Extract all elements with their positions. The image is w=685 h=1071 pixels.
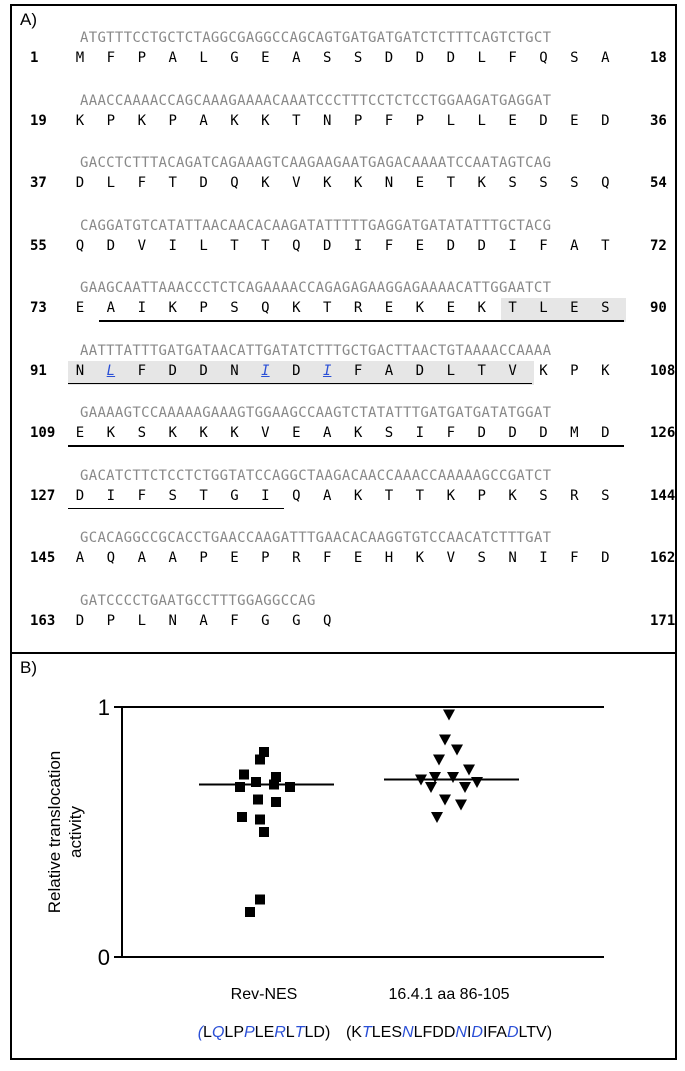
amino-acid: I <box>261 487 270 504</box>
data-point-triangle <box>431 812 443 823</box>
data-point-square <box>255 895 265 905</box>
data-point-triangle <box>439 735 451 746</box>
data-point-triangle <box>471 777 483 788</box>
amino-acid: F <box>137 487 147 504</box>
amino-acid: V <box>137 237 147 254</box>
amino-acid: I <box>168 237 177 254</box>
amino-acid: G <box>261 612 270 629</box>
row-end-number: 171 <box>650 612 676 629</box>
row-end-number: 54 <box>650 175 667 191</box>
amino-acid: E <box>384 300 394 316</box>
amino-acid: K <box>230 425 239 441</box>
translocation-scatter-plot <box>12 654 675 1058</box>
dna-sequence-line: GATCCCCTGAATGCCTTTGGAGGCCAG <box>80 592 316 609</box>
amino-acid: F <box>322 550 332 566</box>
amino-acid: D <box>168 362 177 379</box>
amino-acid: K <box>353 175 363 191</box>
amino-acid: S <box>539 175 548 191</box>
amino-acid: L <box>106 175 116 191</box>
x-category-label: 16.4.1 aa 86-105 <box>388 986 510 1003</box>
row-end-number: 162 <box>650 550 676 566</box>
row-end-number: 36 <box>650 112 667 129</box>
amino-acid: P <box>137 50 147 66</box>
amino-acid: A <box>384 362 394 379</box>
amino-acid: N <box>168 612 177 629</box>
amino-acid: D <box>539 112 548 129</box>
amino-acid: D <box>322 237 332 254</box>
row-end-number: 18 <box>650 50 667 66</box>
panel-a-sequence <box>10 4 677 654</box>
dna-sequence-line: GAAGCAATTAAACCCTCTCAGAAAACCAGAGAGAAGGAGAAAACATTGGAATCT <box>80 280 552 296</box>
amino-acid: F <box>539 237 548 254</box>
amino-acid: T <box>199 487 208 504</box>
amino-acid: T <box>508 300 517 316</box>
amino-acid: R <box>292 550 301 566</box>
data-point-triangle <box>425 782 437 793</box>
amino-acid: D <box>199 175 208 191</box>
row-start-number: 1 <box>30 50 39 66</box>
amino-acid: V <box>508 362 517 379</box>
amino-acid: D <box>415 362 425 379</box>
dna-sequence-line: GACATCTTCTCCTCTGGTATCCAGGCTAAGACAACCAAACCAAAAAGCCGATCT <box>80 467 552 484</box>
amino-acid: G <box>230 50 239 66</box>
amino-acid: S <box>601 487 610 504</box>
amino-acid: L <box>446 112 456 129</box>
y-tick-label-1: 1 <box>97 695 110 720</box>
data-point-triangle <box>451 745 463 756</box>
amino-acid: I <box>322 362 332 379</box>
amino-acid: L <box>539 300 548 316</box>
amino-acid: D <box>477 237 486 254</box>
data-point-square <box>255 755 265 765</box>
amino-acid: K <box>477 175 486 191</box>
amino-acid: K <box>446 487 456 504</box>
amino-acid: K <box>415 550 425 566</box>
amino-acid: T <box>292 112 301 129</box>
row-end-number: 108 <box>650 362 676 379</box>
amino-acid: E <box>446 300 456 316</box>
amino-acid: F <box>106 50 116 66</box>
amino-acid: M <box>570 425 579 441</box>
amino-acid: T <box>446 175 456 191</box>
amino-acid: S <box>322 50 332 66</box>
data-point-square <box>255 815 265 825</box>
amino-acid: L <box>199 237 208 254</box>
amino-acid: K <box>415 300 425 316</box>
amino-acid: L <box>477 50 486 66</box>
amino-acid: D <box>601 425 610 441</box>
amino-acid: D <box>601 112 610 129</box>
amino-acid: E <box>415 237 425 254</box>
amino-acid: V <box>446 550 456 566</box>
amino-acid: I <box>137 300 147 316</box>
amino-acid: K <box>261 175 270 191</box>
amino-acid: D <box>415 50 425 66</box>
amino-acid: E <box>230 550 239 566</box>
amino-acid: E <box>75 425 85 441</box>
amino-acid: E <box>508 112 517 129</box>
amino-acid: F <box>508 50 517 66</box>
amino-acid: D <box>384 50 394 66</box>
dna-sequence-line: GACCTCTTTACAGATCAGAAAGTCAAGAAGAATGAGACAAAATCCAATAGTCAG <box>80 155 552 171</box>
amino-acid: R <box>570 487 579 504</box>
amino-acid: Q <box>261 300 270 316</box>
amino-acid: F <box>446 425 456 441</box>
amino-acid: K <box>261 112 270 129</box>
amino-acid: M <box>75 50 85 66</box>
amino-acid: S <box>539 487 548 504</box>
amino-acid: E <box>570 112 579 129</box>
sequence-underline <box>68 445 624 447</box>
amino-acid: D <box>75 175 85 191</box>
row-end-number: 90 <box>650 300 667 316</box>
data-point-triangle <box>439 795 451 806</box>
dna-sequence-line: GCACAGGCCGCACCTGAACCAAGATTTGAACACAAGGTGTCCAACATCTTTGAT <box>80 530 552 546</box>
amino-acid: N <box>508 550 517 566</box>
amino-acid: H <box>384 550 394 566</box>
data-point-triangle <box>447 772 459 783</box>
data-point-triangle <box>433 755 445 766</box>
amino-acid: I <box>415 425 425 441</box>
amino-acid: K <box>292 300 301 316</box>
amino-acid: A <box>601 50 610 66</box>
amino-acid: T <box>261 237 270 254</box>
data-point-square <box>245 907 255 917</box>
panel-b-label: B) <box>20 658 37 677</box>
amino-acid: N <box>322 112 332 129</box>
amino-acid: S <box>570 175 579 191</box>
amino-acid: F <box>384 237 394 254</box>
amino-acid: K <box>353 425 363 441</box>
amino-acid: K <box>353 487 363 504</box>
sequence-underline <box>68 383 532 385</box>
dna-sequence-line: GAAAAGTCCAAAAAGAAAGTGGAAGCCAAGTCTATATTTGATGATGATATGGAT <box>80 405 552 421</box>
amino-acid: Q <box>322 612 332 629</box>
amino-acid: L <box>137 612 147 629</box>
amino-acid: K <box>168 300 177 316</box>
amino-acid: P <box>261 550 270 566</box>
amino-acid: G <box>230 487 239 504</box>
amino-acid: D <box>508 425 517 441</box>
amino-acid: A <box>168 550 177 566</box>
amino-acid: D <box>75 487 85 504</box>
amino-acid: N <box>384 175 394 191</box>
x-category-sequence: (LQLPPLERLTLD) <box>197 1024 331 1041</box>
amino-acid: A <box>292 50 301 66</box>
amino-acid: V <box>261 425 270 441</box>
amino-acid: K <box>168 425 177 441</box>
amino-acid: S <box>508 175 517 191</box>
amino-acid: P <box>168 112 177 129</box>
amino-acid: E <box>261 50 270 66</box>
row-start-number: 55 <box>30 237 47 254</box>
amino-acid: I <box>106 487 116 504</box>
amino-acid: A <box>322 487 332 504</box>
amino-acid: Q <box>75 237 85 254</box>
row-start-number: 19 <box>30 112 47 129</box>
amino-acid: N <box>230 362 239 379</box>
amino-acid: V <box>292 175 301 191</box>
row-end-number: 126 <box>650 425 676 441</box>
data-point-triangle <box>443 710 455 721</box>
data-point-square <box>235 782 245 792</box>
data-point-square <box>251 777 261 787</box>
amino-acid: D <box>446 237 456 254</box>
amino-acid: L <box>199 50 208 66</box>
row-start-number: 163 <box>30 612 56 629</box>
amino-acid: K <box>230 112 239 129</box>
sequence-underline <box>99 320 624 322</box>
amino-acid: L <box>446 362 456 379</box>
amino-acid: D <box>477 425 486 441</box>
amino-acid: K <box>601 362 610 379</box>
amino-acid: K <box>508 487 517 504</box>
data-point-triangle <box>459 782 471 793</box>
data-point-triangle <box>455 800 467 811</box>
y-tick-label-0: 0 <box>97 945 110 970</box>
data-point-square <box>253 795 263 805</box>
dna-sequence-line: CAGGATGTCATATTAACAACACAAGATATTTTTGAGGATGATATATTTGCTACG <box>80 217 552 234</box>
amino-acid: I <box>353 237 363 254</box>
data-point-triangle <box>429 772 441 783</box>
amino-acid: S <box>601 300 610 316</box>
row-start-number: 145 <box>30 550 56 566</box>
data-point-square <box>239 770 249 780</box>
amino-acid: L <box>477 112 486 129</box>
amino-acid: D <box>199 362 208 379</box>
amino-acid: D <box>601 550 610 566</box>
amino-acid: T <box>415 487 425 504</box>
amino-acid: D <box>75 612 85 629</box>
amino-acid: P <box>106 612 116 629</box>
row-start-number: 37 <box>30 175 47 191</box>
amino-acid: P <box>415 112 425 129</box>
amino-acid: A <box>570 237 579 254</box>
dna-sequence-line: AATTTATTTGATGATAACATTGATATCTTTGCTGACTTAACTGTAAAACCAAAA <box>80 342 552 359</box>
amino-acid: S <box>477 550 486 566</box>
amino-acid: P <box>570 362 579 379</box>
amino-acid: F <box>137 175 147 191</box>
amino-acid: R <box>353 300 363 316</box>
amino-acid: I <box>539 550 548 566</box>
amino-acid: E <box>292 425 301 441</box>
amino-acid: K <box>106 425 116 441</box>
amino-acid: Q <box>230 175 239 191</box>
amino-acid: I <box>508 237 517 254</box>
amino-acid: Q <box>106 550 116 566</box>
data-point-square <box>237 812 247 822</box>
amino-acid: S <box>570 50 579 66</box>
amino-acid: F <box>137 362 147 379</box>
row-start-number: 127 <box>30 487 56 504</box>
amino-acid: P <box>353 112 363 129</box>
amino-acid: A <box>322 425 332 441</box>
amino-acid: S <box>137 425 147 441</box>
panel-b-chart <box>10 652 677 1060</box>
amino-acid: P <box>199 550 208 566</box>
amino-acid: F <box>353 362 363 379</box>
amino-acid: L <box>106 362 116 379</box>
amino-acid: K <box>539 362 548 379</box>
amino-acid: T <box>230 237 239 254</box>
row-end-number: 72 <box>650 237 667 254</box>
amino-acid: D <box>106 237 116 254</box>
amino-acid: K <box>477 300 486 316</box>
x-category-sequence: (KTLESNLFDDNIDIFADLTV) <box>345 1024 553 1041</box>
amino-acid: S <box>168 487 177 504</box>
amino-acid: N <box>75 362 85 379</box>
amino-acid: K <box>137 112 147 129</box>
amino-acid: S <box>230 300 239 316</box>
row-start-number: 91 <box>30 362 47 379</box>
amino-acid: D <box>446 50 456 66</box>
amino-acid: F <box>384 112 394 129</box>
amino-acid: A <box>106 300 116 316</box>
amino-acid: E <box>75 300 85 316</box>
amino-acid: Q <box>292 237 301 254</box>
amino-acid: K <box>75 112 85 129</box>
amino-acid: E <box>353 550 363 566</box>
amino-acid: E <box>415 175 425 191</box>
row-end-number: 144 <box>650 487 676 504</box>
amino-acid: Q <box>292 487 301 504</box>
data-point-triangle <box>463 765 475 776</box>
amino-acid: Q <box>601 175 610 191</box>
amino-acid: P <box>199 300 208 316</box>
amino-acid: K <box>199 425 208 441</box>
amino-acid: A <box>168 50 177 66</box>
amino-acid: T <box>322 300 332 316</box>
data-point-square <box>269 780 279 790</box>
amino-acid: P <box>477 487 486 504</box>
row-start-number: 73 <box>30 300 47 316</box>
amino-acid: A <box>75 550 85 566</box>
dna-sequence-line: ATGTTTCCTGCTCTAGGCGAGGCCAGCAGTGATGATGATCTCTTTCAGTCTGCT <box>80 30 552 46</box>
amino-acid: S <box>384 425 394 441</box>
data-point-square <box>259 827 269 837</box>
amino-acid: P <box>106 112 116 129</box>
data-point-square <box>271 797 281 807</box>
amino-acid: S <box>353 50 363 66</box>
amino-acid: T <box>168 175 177 191</box>
dna-sequence-line: AAACCAAAACCAGCAAAGAAAACAAATCCCTTTCCTCTCCTGGAAGATGAGGAT <box>80 92 552 109</box>
amino-acid: T <box>384 487 394 504</box>
amino-acid: I <box>261 362 270 379</box>
amino-acid: D <box>539 425 548 441</box>
amino-acid: T <box>477 362 486 379</box>
amino-acid: F <box>230 612 239 629</box>
amino-acid: T <box>601 237 610 254</box>
amino-acid: D <box>292 362 301 379</box>
row-start-number: 109 <box>30 425 56 441</box>
x-category-label: Rev-NES <box>230 986 298 1003</box>
amino-acid: Q <box>539 50 548 66</box>
data-point-square <box>285 782 295 792</box>
amino-acid: F <box>570 550 579 566</box>
amino-acid: K <box>322 175 332 191</box>
y-axis-label: Relative translocation activity <box>45 750 85 914</box>
panel-a-label: A) <box>20 10 37 29</box>
amino-acid: G <box>292 612 301 629</box>
amino-acid: A <box>137 550 147 566</box>
amino-acid: E <box>570 300 579 316</box>
sequence-underline <box>68 508 284 510</box>
amino-acid: A <box>199 612 208 629</box>
amino-acid: A <box>199 112 208 129</box>
